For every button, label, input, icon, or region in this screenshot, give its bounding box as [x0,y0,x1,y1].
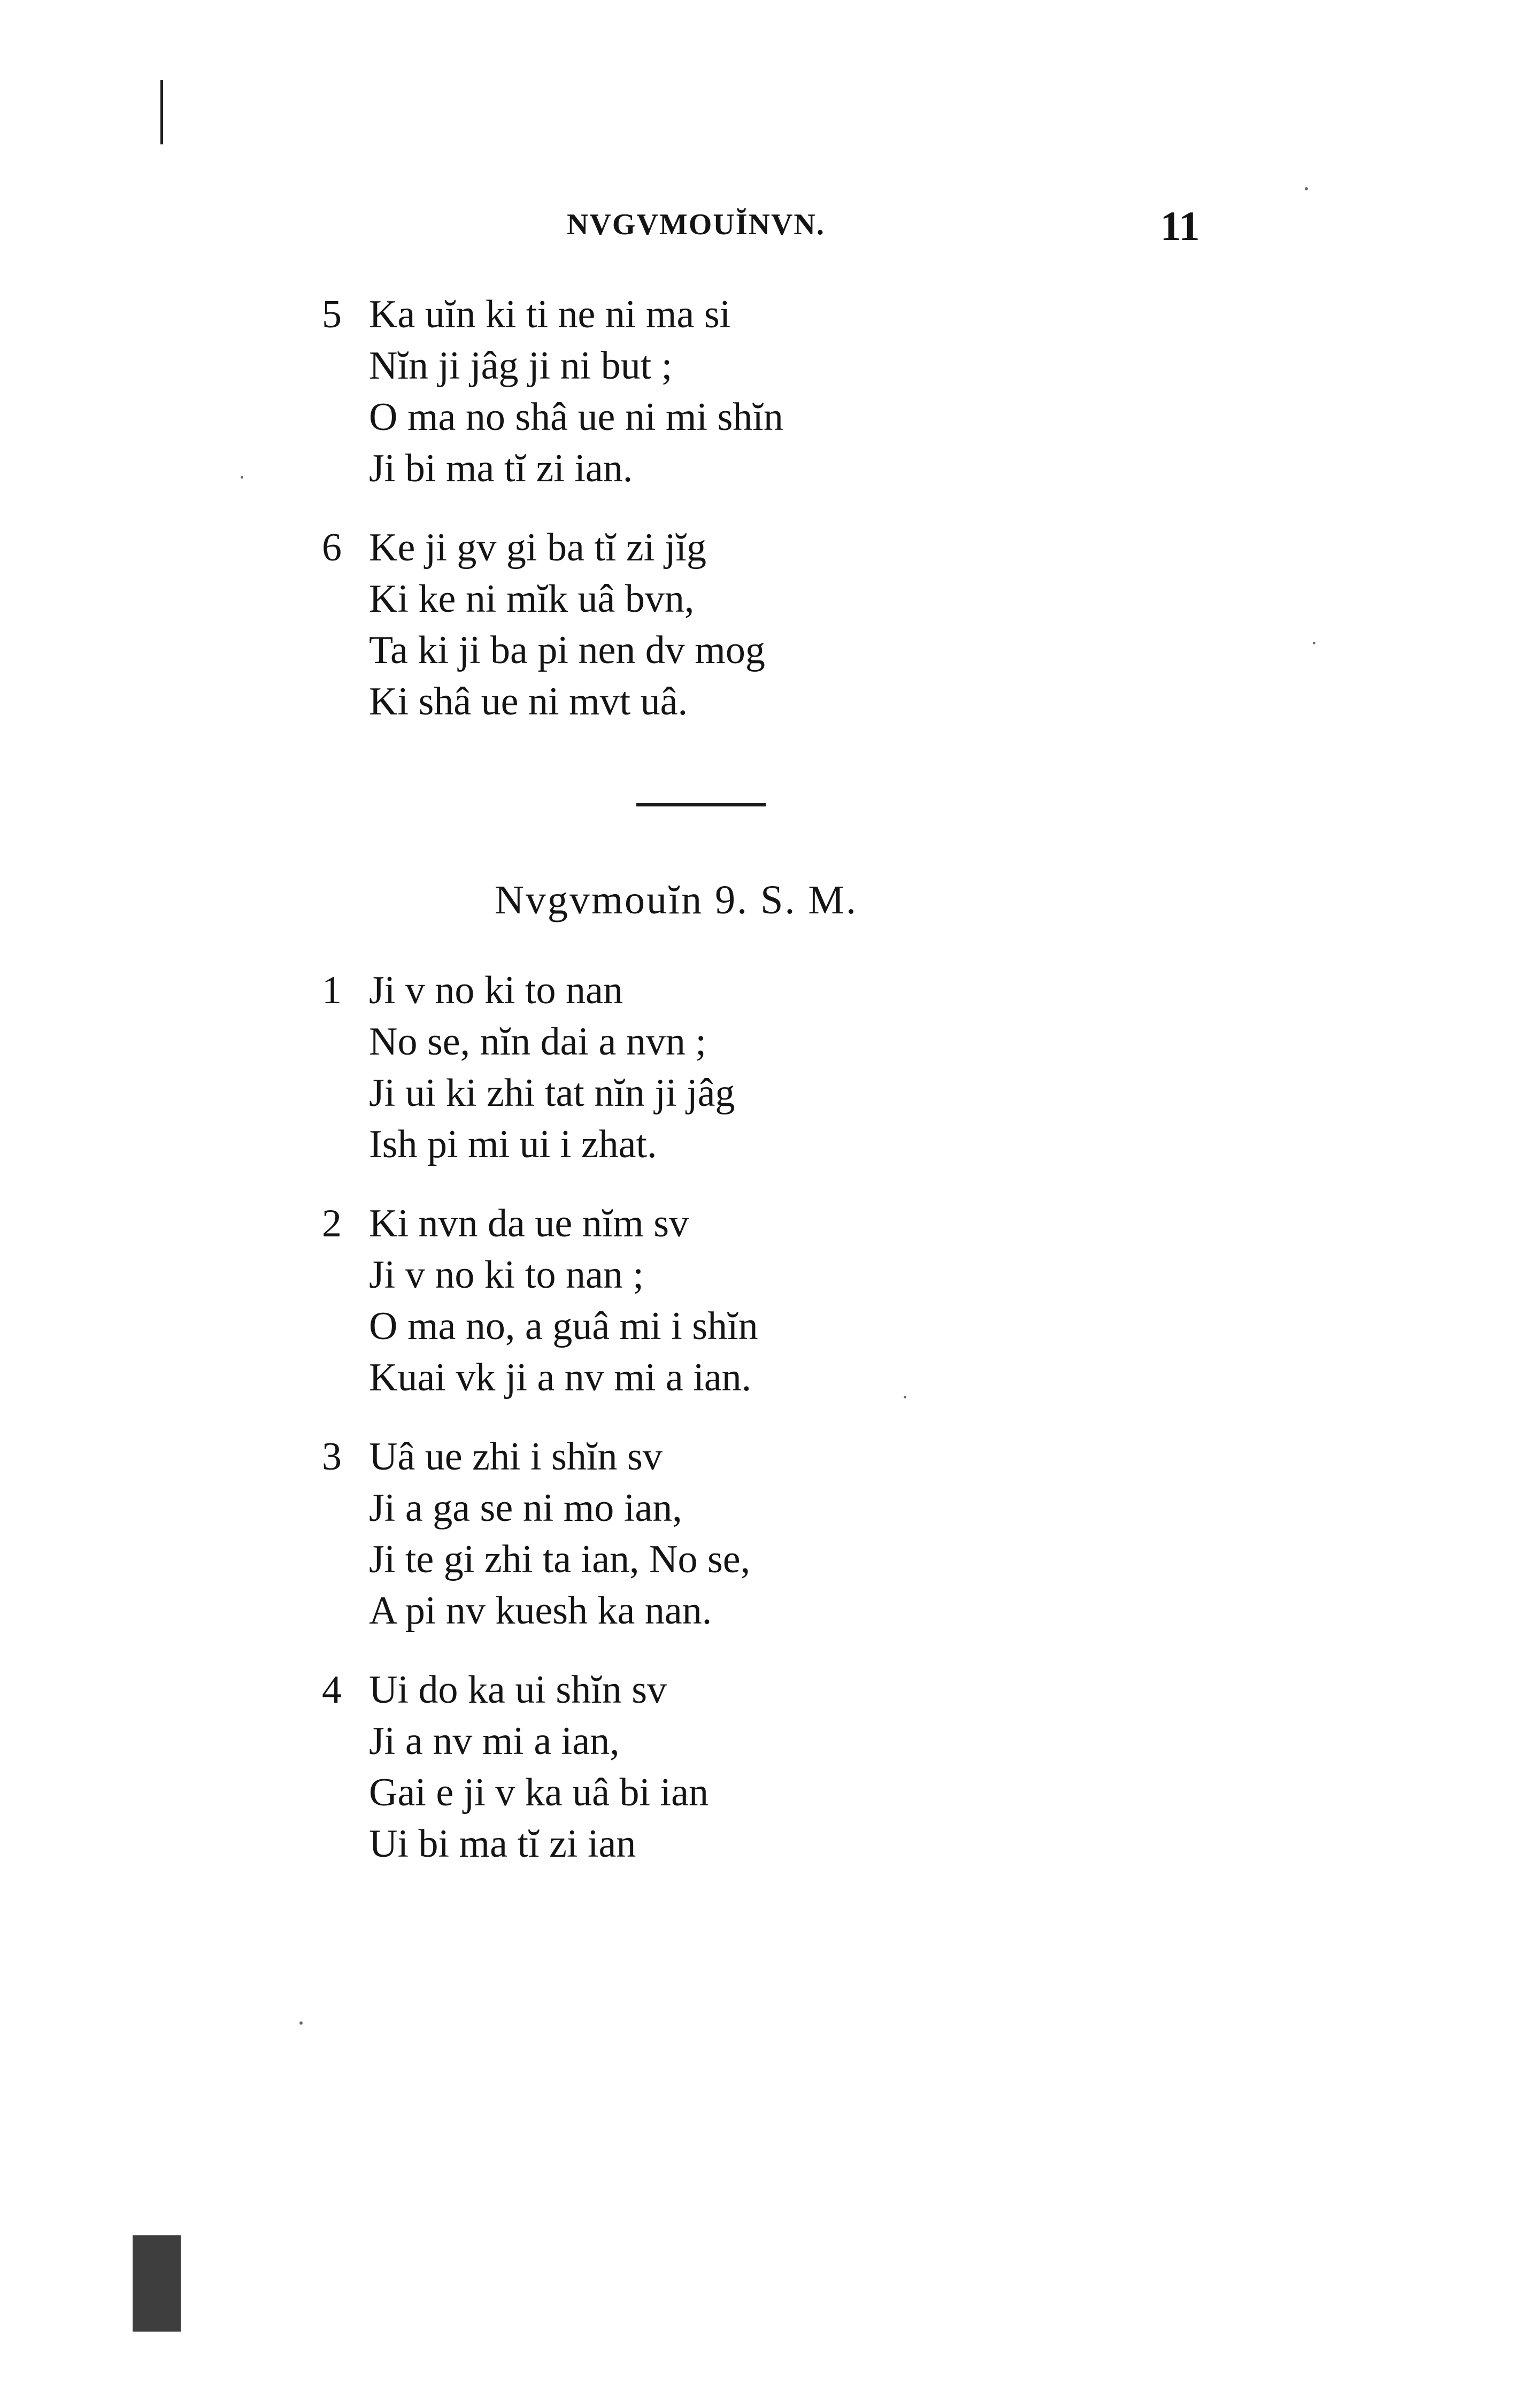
verse-line: Ki shâ ue ni mvt uâ. [369,680,688,724]
verse-line: Ta ki ji ba pi nen dv mog [369,628,765,672]
speck [1305,187,1308,190]
verse-line: Ui do ka ui shĭn sv [369,1668,667,1712]
page-number: 11 [1160,203,1200,249]
verse-line: A pi nv kuesh ka nan. [369,1589,712,1633]
verse-line: Nĭn ji jâg ji ni but ; [369,344,673,388]
speck [299,2021,303,2025]
hymn-verse-3 [322,1431,750,1636]
hymn-verse-2 [322,1198,758,1403]
verse-line: O ma no, a guâ mi i shĭn [369,1304,758,1348]
verse-6 [322,522,765,727]
verse-line: Ji v no ki to nan ; [369,1253,644,1297]
verse-number: 1 [322,968,342,1012]
hymn-verse-4 [322,1664,709,1870]
scan-mark-top-left [160,80,163,144]
section-divider [636,803,766,806]
verse-number: 6 [322,526,342,570]
verse-line: Ki nvn da ue nĭm sv [369,1202,689,1245]
verse-line: Ji bi ma tĭ zi ian. [369,447,633,490]
verse-number: 3 [322,1435,342,1479]
verse-line: No se, nĭn dai a nvn ; [369,1020,706,1064]
verse-line: Ka uĭn ki ti ne ni ma si [369,293,731,336]
verse-number: 5 [322,293,342,336]
verse-number: 4 [322,1668,342,1712]
verse-line: Ke ji gv gi ba tĭ zi jĭg [369,526,706,570]
verse-line: Ki ke ni mĭk uâ bvn, [369,577,695,621]
verse-number: 2 [322,1202,342,1245]
verse-line: Gai e ji v ka uâ bi ian [369,1771,709,1814]
speck [1313,642,1315,644]
verse-line: Ji ui ki zhi tat nĭn ji jâg [369,1071,735,1115]
verse-line: Ui bi ma tĭ zi ian [369,1822,636,1866]
scan-mark-bottom-left [133,2235,181,2332]
verse-line: Ji te gi zhi ta ian, No se, [369,1537,751,1581]
speck [241,476,243,479]
speck [904,1396,906,1398]
hymn-verse-1 [322,965,735,1170]
verse-5 [322,289,783,494]
verse-line: Ji a ga se ni mo ian, [369,1486,682,1530]
verse-line: Ji a nv mi a ian, [369,1719,620,1763]
verse-line: Kuai vk ji a nv mi a ian. [369,1356,752,1399]
verse-line: Ji v no ki to nan [369,968,623,1012]
verse-line: Ish pi mi ui i zhat. [369,1122,657,1166]
hymn-title: Nvgvmouĭn 9. S. M. [495,878,858,922]
running-header: NVGVMOUĬNVN. [567,208,825,241]
verse-line: Uâ ue zhi i shĭn sv [369,1435,663,1479]
verse-line: O ma no shâ ue ni mi shĭn [369,395,783,439]
